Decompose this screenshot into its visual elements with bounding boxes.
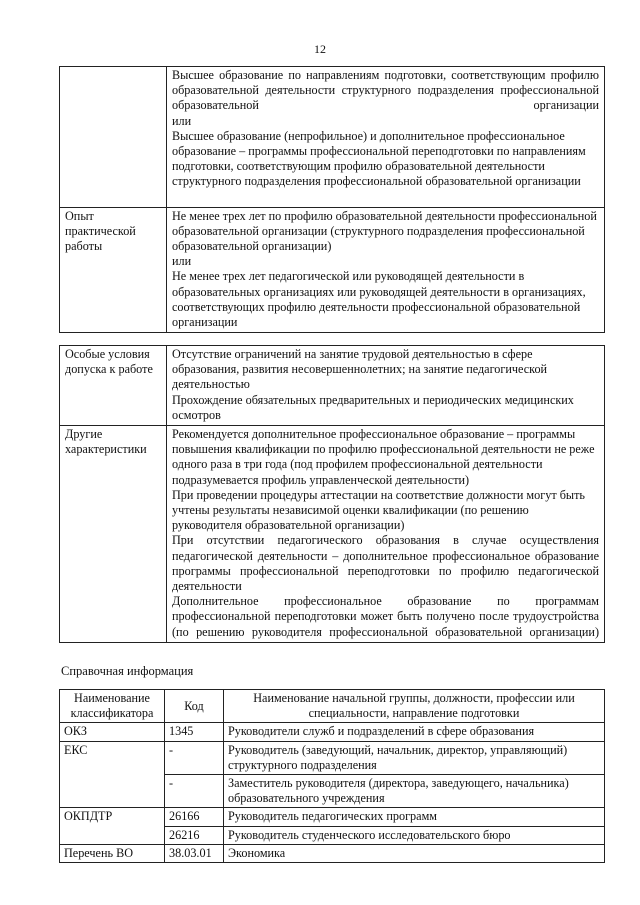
reference-table	[59, 689, 605, 863]
requirements-table-2	[59, 345, 605, 643]
row-content	[167, 346, 605, 426]
table-row	[60, 808, 605, 826]
row-label	[60, 67, 167, 208]
code-cell: 26166	[165, 808, 224, 826]
paragraph: или	[172, 254, 192, 269]
code-cell: 26216	[165, 826, 224, 844]
row-label: Особые условия допуска к работе	[60, 346, 167, 426]
name-cell: Заместитель руководителя (директора, заведующего, начальника) образовательного учреждения	[224, 775, 605, 808]
paragraph: Не менее трех лет педагогической или руководящей деятельности в образовательных организациях или руководящей деятельности в организациях, соответствующих профилю деятельности профессиональной образовательной организации	[172, 269, 586, 330]
column-header: Наименование классификатора	[60, 690, 165, 723]
column-header: Код	[165, 690, 224, 723]
table-row	[60, 741, 605, 774]
paragraph: Прохождение обязательных предварительных и периодических медицинских осмотров	[172, 392, 574, 422]
code-cell: -	[165, 775, 224, 808]
classifier-cell: ОКПДТР	[60, 808, 165, 844]
classifier-cell: ЕКС	[60, 741, 165, 808]
paragraph: Отсутствие ограничений на занятие трудовой деятельностью в сфере образования, развития несовершеннолетних; на занятие педагогической деятельностью	[172, 347, 548, 392]
table-row	[60, 844, 605, 862]
table-row	[60, 346, 605, 426]
paragraph: Высшее образование по направлениям подготовки, соответствующим профилю образовательной деятельности структурного подразделения профессиональной образовательной организации	[172, 68, 599, 113]
code-cell: 38.03.01	[165, 844, 224, 862]
name-cell: Руководитель (заведующий, начальник, директор, управляющий) структурного подразделения	[224, 741, 605, 774]
section-title: Справочная информация	[61, 664, 194, 678]
table-row	[60, 67, 605, 208]
table-row	[60, 426, 605, 643]
code-cell: 1345	[165, 723, 224, 741]
paragraph: Дополнительное профессиональное образование по программам профессиональной переподготовки может быть получено после трудоустройства (по решению руководителя профессиональной образовательной организации)	[172, 594, 599, 639]
table-row	[60, 207, 605, 333]
row-content	[167, 426, 605, 643]
table-row	[60, 723, 605, 741]
row-content	[167, 207, 605, 333]
classifier-cell: ОКЗ	[60, 723, 165, 741]
paragraph: При отсутствии педагогического образования в случае осуществления педагогической деятельности – дополнительное профессиональное образование программы профессиональной переподготовки по профилю педагогической деятельности	[172, 533, 599, 594]
paragraph: Высшее образование (непрофильное) и дополнительное профессиональное образование – программы профессиональной переподготовки по направлениям подготовки, соответствующим профилю образовательной деятельности структурного подразделения профессиональной образовательной организации	[172, 128, 586, 189]
name-cell: Руководители служб и подразделений в сфере образования	[224, 723, 605, 741]
paragraph: При проведении процедуры аттестации на соответствие должности могут быть учтены результаты независимой оценки квалификации (по решению руководителя образовательной организации)	[172, 487, 585, 533]
row-label: Другие характеристики	[60, 426, 167, 643]
column-header: Наименование начальной группы, должности, профессии или специальности, направление подготовки	[224, 690, 605, 723]
requirements-table-1	[59, 66, 605, 333]
table-header-row	[60, 690, 605, 723]
code-cell: -	[165, 741, 224, 774]
row-label: Опыт практической работы	[60, 207, 167, 333]
classifier-cell: Перечень ВО	[60, 844, 165, 862]
row-content	[167, 67, 605, 208]
name-cell: Экономика	[224, 844, 605, 862]
paragraph: или	[172, 113, 192, 128]
page-number: 12	[314, 42, 326, 56]
name-cell: Руководитель студенческого исследовательского бюро	[224, 826, 605, 844]
paragraph: Рекомендуется дополнительное профессиональное образование – программы повышения квалификации по профилю профессиональной деятельности не реже одного раза в три года (под профилем профессиональной деятельности подразумевается профиль управленческой деятельности)	[172, 427, 595, 487]
paragraph: Не менее трех лет по профилю образовательной деятельности профессиональной образовательной организации (структурного подразделения профессиональной образовательной организации)	[172, 208, 597, 254]
name-cell: Руководитель педагогических программ	[224, 808, 605, 826]
